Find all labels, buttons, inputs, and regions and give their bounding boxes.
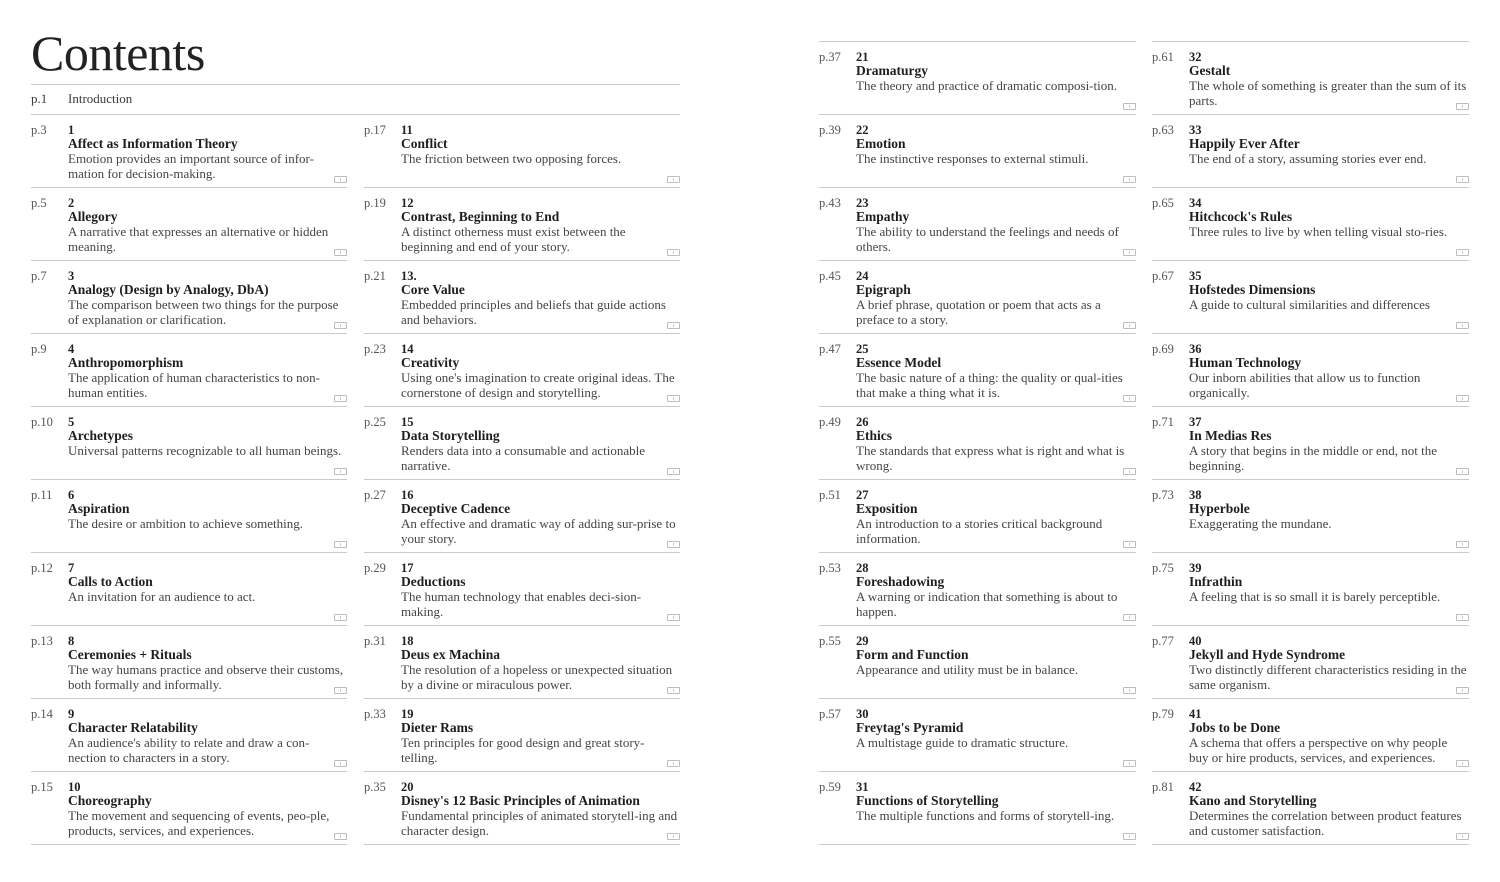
entry-number: 13.: [401, 269, 417, 283]
entry-number: 5: [68, 415, 75, 429]
entry-number: 9: [68, 707, 75, 721]
entry-title: Jekyll and Hyde Syndrome: [1189, 647, 1346, 662]
toc-entry[interactable]: [819, 188, 1136, 261]
entry-body: [1189, 196, 1469, 239]
entry-page-number: p.35: [364, 780, 386, 794]
entry-marker-icon: [334, 541, 347, 548]
entry-page-number: p.10: [31, 415, 53, 429]
entry-marker-icon: [1456, 468, 1469, 475]
entry-title: Conflict: [401, 136, 448, 151]
entry-description: A schema that offers a perspective on why people buy or hire products, services, and experiences.: [1189, 735, 1448, 765]
entry-page-number: p.29: [364, 561, 386, 575]
entry-marker-icon: [1456, 103, 1469, 110]
entry-title: Calls to Action: [68, 574, 153, 589]
entry-number: 6: [68, 488, 75, 502]
toc-entry[interactable]: [1152, 407, 1469, 480]
entry-title: Human Technology: [1189, 355, 1302, 370]
entry-number: 12: [401, 196, 414, 210]
entry-page-number: p.39: [819, 123, 841, 137]
entry-description: Two distinctly different characteristics residing in the same organism.: [1189, 662, 1467, 692]
entry-description: The movement and sequencing of events, peo-ple, products, services, and experiences.: [68, 808, 330, 838]
entry-number: 3: [68, 269, 75, 283]
entry-page-number: p.67: [1152, 269, 1174, 283]
entry-number: 38: [1189, 488, 1202, 502]
entry-description: Using one's imagination to create original ideas. The cornerstone of design and storytelling.: [401, 370, 675, 400]
entry-marker-icon: [1123, 833, 1136, 840]
entry-number: 18: [401, 634, 414, 648]
entry-number: 25: [856, 342, 869, 356]
entry-marker-icon: [667, 395, 680, 402]
entry-description: Our inborn abilities that allow us to function organically.: [1189, 370, 1421, 400]
entry-page-number: p.61: [1152, 50, 1174, 64]
entry-page-number: p.11: [31, 488, 53, 502]
entry-marker-icon: [1456, 541, 1469, 548]
entry-body: [856, 269, 1136, 327]
toc-entry[interactable]: [1152, 699, 1469, 772]
entry-marker-icon: [1456, 614, 1469, 621]
entry-number: 42: [1189, 780, 1202, 794]
entry-description: A story that begins in the middle or end, not the beginning.: [1189, 443, 1438, 473]
entry-title: Exposition: [856, 501, 918, 516]
entry-page-number: p.13: [31, 634, 53, 648]
entry-page-number: p.25: [364, 415, 386, 429]
entry-description: Fundamental principles of animated storytell-ing and character design.: [401, 808, 678, 838]
entry-number: 7: [68, 561, 75, 575]
entry-marker-icon: [1123, 176, 1136, 183]
entry-body: [68, 342, 347, 400]
entry-body: [68, 780, 347, 838]
entry-description: The way humans practice and observe their customs, both formally and informally.: [68, 662, 344, 692]
entry-marker-icon: [667, 614, 680, 621]
entry-marker-icon: [1123, 614, 1136, 621]
entry-number: 29: [856, 634, 869, 648]
toc-entry[interactable]: [364, 772, 680, 845]
entry-page-number: p.59: [819, 780, 841, 794]
entry-description: The resolution of a hopeless or unexpected situation by a divine or miraculous power.: [401, 662, 673, 692]
entry-page-number: p.73: [1152, 488, 1174, 502]
entry-number: 10: [68, 780, 81, 794]
entry-description: Exaggerating the mundane.: [1189, 516, 1332, 531]
entry-title: Anthropomorphism: [68, 355, 184, 370]
toc-entry[interactable]: [364, 334, 680, 407]
entry-marker-icon: [1123, 249, 1136, 256]
entry-title: Foreshadowing: [856, 574, 945, 589]
entry-title: Deductions: [401, 574, 466, 589]
entry-body: [401, 415, 680, 473]
entry-page-number: p.12: [31, 561, 53, 575]
entry-description: An audience's ability to relate and draw a con-nection to characters in a story.: [68, 735, 310, 765]
entry-title: Hyperbole: [1189, 501, 1250, 516]
entry-page-number: p.15: [31, 780, 53, 794]
entry-body: [856, 196, 1136, 254]
entry-marker-icon: [1456, 249, 1469, 256]
entry-title: Affect as Information Theory: [68, 136, 238, 151]
toc-entry[interactable]: [31, 261, 347, 334]
entry-description: The theory and practice of dramatic composi-tion.: [856, 78, 1117, 93]
entry-description: An effective and dramatic way of adding sur-prise to your story.: [401, 516, 676, 546]
entry-number: 28: [856, 561, 869, 575]
entry-title: Kano and Storytelling: [1189, 793, 1317, 808]
entry-number: 14: [401, 342, 414, 356]
entry-title: Contrast, Beginning to End: [401, 209, 560, 224]
entry-body: [1189, 50, 1469, 108]
toc-entry[interactable]: [1152, 115, 1469, 188]
entry-description: A narrative that expresses an alternative or hidden meaning.: [68, 224, 329, 254]
entry-description: The standards that express what is right and what is wrong.: [856, 443, 1125, 473]
entry-marker-icon: [667, 468, 680, 475]
entry-marker-icon: [334, 687, 347, 694]
entry-description: Universal patterns recognizable to all human beings.: [68, 443, 342, 458]
entry-marker-icon: [1456, 687, 1469, 694]
entry-number: 26: [856, 415, 869, 429]
entry-description: An invitation for an audience to act.: [68, 589, 256, 604]
entry-description: Renders data into a consumable and actionable narrative.: [401, 443, 646, 473]
entry-title: Jobs to be Done: [1189, 720, 1281, 735]
entry-number: 35: [1189, 269, 1202, 283]
toc-entry[interactable]: [31, 699, 347, 772]
entry-page-number: p.17: [364, 123, 386, 137]
entry-number: 1: [68, 123, 75, 137]
entry-marker-icon: [1123, 541, 1136, 548]
entry-page-number: p.37: [819, 50, 841, 64]
entry-page-number: p.5: [31, 196, 47, 210]
entry-body: [856, 342, 1136, 400]
entry-marker-icon: [1123, 468, 1136, 475]
entry-description: The human technology that enables deci-sion-making.: [401, 589, 642, 619]
entry-title: Freytag's Pyramid: [856, 720, 964, 735]
toc-entry[interactable]: [819, 553, 1136, 626]
entry-description: A guide to cultural similarities and differences: [1189, 297, 1430, 312]
toc-entry[interactable]: [819, 480, 1136, 553]
entry-marker-icon: [667, 833, 680, 840]
entry-title: Epigraph: [856, 282, 911, 297]
entry-number: 40: [1189, 634, 1202, 648]
entry-body: [68, 707, 347, 765]
entry-marker-icon: [1456, 760, 1469, 767]
toc-entry[interactable]: [819, 699, 1136, 772]
toc-entry[interactable]: [31, 772, 347, 845]
entry-number: 30: [856, 707, 869, 721]
toc-entry[interactable]: [31, 334, 347, 407]
entry-body: [401, 780, 680, 838]
entry-number: 22: [856, 123, 869, 137]
title-divider: [31, 84, 680, 85]
entry-page-number: p.7: [31, 269, 47, 283]
entry-page-number: p.49: [819, 415, 841, 429]
entry-page-number: p.55: [819, 634, 841, 648]
entry-marker-icon: [334, 249, 347, 256]
entry-number: 23: [856, 196, 869, 210]
entry-marker-icon: [667, 687, 680, 694]
entry-page-number: p.65: [1152, 196, 1174, 210]
entry-description: The comparison between two things for the purpose of explanation or clarification.: [68, 297, 339, 327]
entry-marker-icon: [1123, 395, 1136, 402]
entry-page-number: p.23: [364, 342, 386, 356]
entry-description: The ability to understand the feelings and needs of others.: [856, 224, 1119, 254]
entry-page-number: p.27: [364, 488, 386, 502]
entry-body: [401, 196, 680, 254]
entry-title: Happily Ever After: [1189, 136, 1300, 151]
entry-title: Character Relatability: [68, 720, 198, 735]
entry-marker-icon: [1456, 833, 1469, 840]
toc-entry[interactable]: [819, 334, 1136, 407]
entry-description: The multiple functions and forms of storytell-ing.: [856, 808, 1115, 823]
toc-entry[interactable]: [364, 407, 680, 480]
toc-entry[interactable]: [1152, 261, 1469, 334]
toc-entry[interactable]: [31, 188, 347, 261]
entry-marker-icon: [667, 541, 680, 548]
entry-description: A warning or indication that something is about to happen.: [856, 589, 1118, 619]
entry-description: A feeling that is so small it is barely perceptible.: [1189, 589, 1441, 604]
entry-title: Deus ex Machina: [401, 647, 500, 662]
entry-title: Data Storytelling: [401, 428, 500, 443]
entry-marker-icon: [1456, 176, 1469, 183]
entry-page-number: p.19: [364, 196, 386, 210]
entry-body: [856, 488, 1136, 546]
entry-number: 27: [856, 488, 869, 502]
entry-title: Hofstedes Dimensions: [1189, 282, 1316, 297]
entry-page-number: p.3: [31, 123, 47, 137]
entry-body: [68, 561, 347, 604]
entry-marker-icon: [667, 176, 680, 183]
entry-marker-icon: [334, 468, 347, 475]
entry-body: [401, 707, 680, 765]
entry-number: 21: [856, 50, 869, 64]
entry-body: [856, 123, 1136, 166]
entry-page-number: p.63: [1152, 123, 1174, 137]
entry-page-number: p.47: [819, 342, 841, 356]
entry-body: [68, 634, 347, 692]
entry-title: Hitchcock's Rules: [1189, 209, 1293, 224]
entry-body: [1189, 634, 1469, 692]
entry-number: 20: [401, 780, 414, 794]
toc-entry[interactable]: [364, 188, 680, 261]
entry-body: [1189, 707, 1469, 765]
entry-description: Determines the correlation between product features and customer satisfaction.: [1189, 808, 1462, 838]
toc-entry[interactable]: [364, 480, 680, 553]
entry-marker-icon: [667, 760, 680, 767]
entry-title: Choreography: [68, 793, 152, 808]
entry-description: The friction between two opposing forces.: [401, 151, 622, 166]
entry-body: [856, 780, 1136, 823]
entry-page-number: p.77: [1152, 634, 1174, 648]
toc-entry[interactable]: [819, 115, 1136, 188]
entry-marker-icon: [667, 322, 680, 329]
entry-title: Archetypes: [68, 428, 133, 443]
entry-page-number: p.81: [1152, 780, 1174, 794]
entry-title: Aspiration: [68, 501, 130, 516]
entry-number: 41: [1189, 707, 1202, 721]
entry-number: 39: [1189, 561, 1202, 575]
entry-marker-icon: [1123, 103, 1136, 110]
entry-number: 8: [68, 634, 75, 648]
toc-entry[interactable]: [1152, 188, 1469, 261]
entry-marker-icon: [1123, 687, 1136, 694]
entry-page-number: p.33: [364, 707, 386, 721]
entry-body: [1189, 780, 1469, 838]
entry-number: 32: [1189, 50, 1202, 64]
entry-description: The whole of something is greater than the sum of its parts.: [1189, 78, 1467, 108]
page-title: Contents: [31, 25, 205, 81]
toc-entry[interactable]: [364, 699, 680, 772]
entry-title: Emotion: [856, 136, 906, 151]
entry-number: 2: [68, 196, 75, 210]
entry-body: [68, 415, 347, 458]
entry-number: 11: [401, 123, 413, 137]
entry-number: 15: [401, 415, 414, 429]
entry-body: [401, 342, 680, 400]
entry-marker-icon: [1456, 395, 1469, 402]
entry-title: Form and Function: [856, 647, 969, 662]
entry-page-number: p.9: [31, 342, 47, 356]
entry-body: [401, 561, 680, 619]
entry-page-number: p.21: [364, 269, 386, 283]
toc-entry[interactable]: [1152, 480, 1469, 553]
entry-page-number: p.79: [1152, 707, 1174, 721]
entry-marker-icon: [334, 760, 347, 767]
entry-number: 19: [401, 707, 414, 721]
intro-label: Introduction: [68, 91, 133, 106]
entry-title: Allegory: [68, 209, 118, 224]
toc-entry[interactable]: [364, 626, 680, 699]
entry-title: Essence Model: [856, 355, 942, 370]
entry-description: The desire or ambition to achieve something.: [68, 516, 304, 531]
entry-body: [68, 123, 347, 181]
toc-entry[interactable]: [31, 407, 347, 480]
entry-marker-icon: [334, 176, 347, 183]
entry-number: 16: [401, 488, 414, 502]
toc-entry[interactable]: [1152, 42, 1469, 115]
entry-number: 17: [401, 561, 414, 575]
entry-page-number: p.31: [364, 634, 386, 648]
entry-description: The instinctive responses to external stimuli.: [856, 151, 1089, 166]
entry-body: [401, 269, 680, 327]
entry-title: Analogy (Design by Analogy, DbA): [68, 282, 269, 297]
entry-description: Appearance and utility must be in balance.: [856, 662, 1079, 677]
entry-title: Core Value: [401, 282, 465, 297]
entry-description: Embedded principles and beliefs that guide actions and behaviors.: [401, 297, 666, 327]
entry-body: [401, 634, 680, 692]
entry-number: 24: [856, 269, 869, 283]
entry-number: 33: [1189, 123, 1202, 137]
entry-title: Ceremonies + Rituals: [68, 647, 192, 662]
entry-page-number: p.43: [819, 196, 841, 210]
entry-body: [856, 634, 1136, 677]
entry-number: 37: [1189, 415, 1202, 429]
entry-number: 36: [1189, 342, 1202, 356]
entry-title: Ethics: [856, 428, 893, 443]
entry-marker-icon: [334, 833, 347, 840]
toc-entry[interactable]: [819, 407, 1136, 480]
entry-title: Gestalt: [1189, 63, 1231, 78]
entry-description: A brief phrase, quotation or poem that acts as a preface to a story.: [856, 297, 1101, 327]
entry-page-number: p.14: [31, 707, 53, 721]
toc-entry[interactable]: [364, 261, 680, 334]
entry-body: [1189, 123, 1469, 166]
entry-body: [1189, 342, 1469, 400]
entry-marker-icon: [667, 249, 680, 256]
entry-body: [1189, 415, 1469, 473]
toc-entry[interactable]: [1152, 553, 1469, 626]
entry-description: The application of human characteristics to non-human entities.: [68, 370, 320, 400]
entry-body: [856, 50, 1136, 93]
entry-body: [856, 415, 1136, 473]
toc-entry[interactable]: [364, 553, 680, 626]
entry-number: 34: [1189, 196, 1202, 210]
entry-description: The end of a story, assuming stories ever end.: [1189, 151, 1427, 166]
entry-body: [1189, 269, 1469, 312]
toc-entry[interactable]: [1152, 772, 1469, 845]
entry-page-number: p.53: [819, 561, 841, 575]
entry-body: [1189, 561, 1469, 604]
entry-body: [68, 269, 347, 327]
entry-page-number: p.75: [1152, 561, 1174, 575]
entry-description: A multistage guide to dramatic structure.: [856, 735, 1069, 750]
entry-page-number: p.51: [819, 488, 841, 502]
entry-body: [68, 488, 347, 531]
entry-title: Infrathin: [1189, 574, 1243, 589]
toc-entry[interactable]: [31, 626, 347, 699]
entry-description: Emotion provides an important source of infor-mation for decision-making.: [68, 151, 314, 181]
entry-body: [68, 196, 347, 254]
intro-page: p.1: [31, 91, 48, 106]
entry-number: 4: [68, 342, 75, 356]
entry-title: Empathy: [856, 209, 910, 224]
toc-entry[interactable]: [31, 115, 347, 188]
entry-marker-icon: [1123, 322, 1136, 329]
entry-description: Three rules to live by when telling visual sto-ries.: [1189, 224, 1448, 239]
toc-entry[interactable]: [819, 626, 1136, 699]
toc-entry[interactable]: [819, 772, 1136, 845]
entry-description: The basic nature of a thing: the quality or qual-ities that make a thing what it is.: [856, 370, 1123, 400]
entry-body: [1189, 488, 1469, 531]
entry-marker-icon: [1456, 322, 1469, 329]
entry-description: Ten principles for good design and great story-telling.: [401, 735, 645, 765]
toc-entry[interactable]: [1152, 626, 1469, 699]
entry-page-number: p.71: [1152, 415, 1174, 429]
entry-marker-icon: [334, 614, 347, 621]
entry-page-number: p.57: [819, 707, 841, 721]
entry-title: Creativity: [401, 355, 460, 370]
entry-description: A distinct otherness must exist between the beginning and end of your story.: [401, 224, 626, 254]
toc-entry[interactable]: [819, 42, 1136, 115]
entry-body: [856, 707, 1136, 750]
entry-marker-icon: [334, 395, 347, 402]
entry-body: [856, 561, 1136, 619]
entry-page-number: p.69: [1152, 342, 1174, 356]
entry-title: Disney's 12 Basic Principles of Animation: [401, 793, 640, 808]
toc-entry[interactable]: [364, 115, 680, 188]
entry-body: [401, 488, 680, 546]
toc-entry[interactable]: [1152, 334, 1469, 407]
entry-title: Functions of Storytelling: [856, 793, 999, 808]
entry-title: Dieter Rams: [401, 720, 474, 735]
entry-body: [401, 123, 680, 166]
toc-entry[interactable]: [31, 480, 347, 553]
entry-title: Deceptive Cadence: [401, 501, 511, 516]
entry-marker-icon: [334, 322, 347, 329]
entry-title: In Medias Res: [1189, 428, 1272, 443]
entry-description: An introduction to a stories critical background information.: [856, 516, 1103, 546]
entry-number: 31: [856, 780, 869, 794]
entry-title: Dramaturgy: [856, 63, 928, 78]
entry-page-number: p.45: [819, 269, 841, 283]
toc-entry[interactable]: [31, 553, 347, 626]
toc-entry[interactable]: [819, 261, 1136, 334]
entry-marker-icon: [1123, 760, 1136, 767]
